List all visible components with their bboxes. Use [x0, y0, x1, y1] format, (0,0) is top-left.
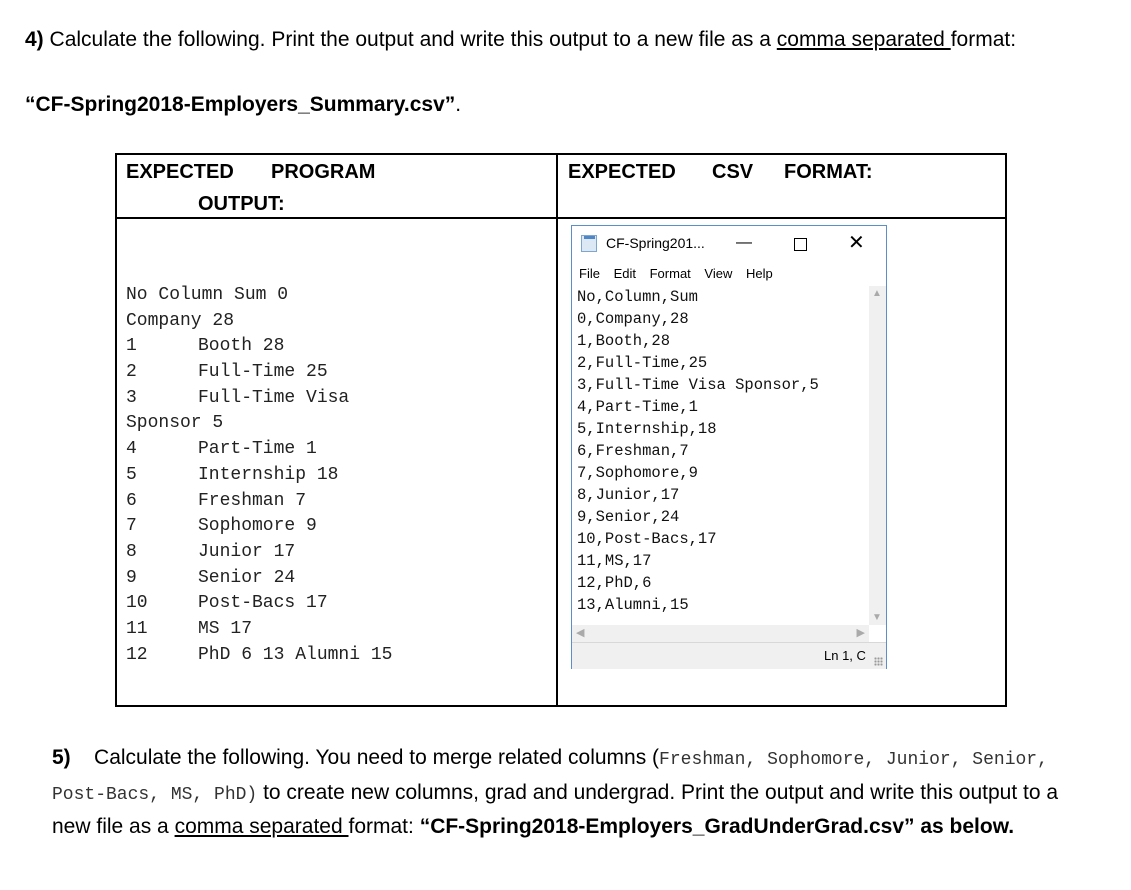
question-5-underlined: comma separated — [174, 815, 349, 838]
output-col-2: Part-Time 1 — [198, 439, 317, 460]
question-5-columns: Freshman, Sophomore, Junior, Senior, Post-Bacs, MS, PhD) — [52, 750, 1048, 805]
csv-line: 2,Full-Time,25 — [577, 354, 708, 372]
question-5-filename: “CF-Spring2018-Employers_GradUnderGrad.csv” — [419, 815, 915, 838]
output-col-1: 6 — [126, 490, 137, 511]
output-col-1: Sponsor 5 — [126, 413, 224, 434]
output-col-1: 1 — [126, 336, 137, 357]
output-col-2: PhD 6 13 Alumni 15 — [198, 644, 393, 665]
header-word-expected-csv: EXPECTED — [568, 161, 676, 183]
program-output-line — [126, 411, 288, 437]
output-col-1: 10 — [126, 593, 148, 614]
csv-line: 7,Sophomore,9 — [577, 464, 698, 482]
question-4-filename: “CF-Spring2018-Employers_Summary.csv” — [25, 93, 456, 116]
output-col-2: Post-Bacs 17 — [198, 593, 328, 614]
output-col-2: Sophomore 9 — [198, 516, 317, 537]
program-output-line — [126, 386, 350, 412]
vertical-scrollbar[interactable] — [869, 286, 886, 625]
question-5-number: 5) — [52, 746, 71, 769]
output-col-2: Booth 28 — [198, 336, 285, 357]
question-4-tail: format: — [950, 28, 1017, 51]
output-col-2: MS 17 — [198, 618, 253, 639]
minimize-button[interactable]: — — [736, 234, 752, 251]
question-5-text-2: to create new columns, grad and undergrad. Print the output and write this output to a new file as a — [52, 780, 1059, 838]
csv-line: 9,Senior,24 — [577, 508, 680, 526]
menu-help[interactable]: Help — [745, 266, 773, 281]
output-col-1: 5 — [126, 464, 137, 485]
program-output-cell — [116, 218, 557, 706]
menu-file[interactable]: File — [579, 266, 600, 281]
program-output-line — [126, 309, 288, 335]
output-col-2: Junior 17 — [198, 541, 296, 562]
header-word-program: PROGRAM — [271, 161, 376, 183]
output-col-1: 4 — [126, 439, 137, 460]
program-output-line — [126, 540, 296, 566]
csv-line: 0,Company,28 — [577, 310, 689, 328]
close-button[interactable]: ✕ — [848, 232, 865, 254]
program-output-line — [126, 617, 288, 643]
question-4-text: Calculate the following. Print the output and write this output to a new file as a — [43, 28, 777, 51]
notepad-status-bar — [572, 642, 886, 669]
question-4-heading — [25, 28, 1016, 52]
program-output-line — [126, 643, 393, 669]
scroll-up-icon[interactable]: ▲ — [872, 288, 882, 299]
output-col-2: Internship 18 — [198, 464, 339, 485]
csv-line: 3,Full-Time Visa Sponsor,5 — [577, 376, 819, 394]
scroll-left-icon[interactable]: ◀ — [576, 627, 585, 639]
output-col-1: 9 — [126, 567, 137, 588]
header-word-csv: CSV — [712, 161, 754, 183]
program-output-line — [126, 334, 288, 360]
output-col-2: Full-Time Visa — [198, 387, 350, 408]
output-col-1: 7 — [126, 516, 137, 537]
program-output-line — [126, 591, 328, 617]
resize-grip-icon[interactable] — [874, 657, 883, 666]
program-output-line — [126, 283, 288, 309]
question-5-paragraph — [52, 742, 1102, 843]
program-output-line — [126, 489, 307, 515]
menu-view[interactable]: View — [704, 266, 733, 281]
expected-output-table — [115, 153, 1007, 707]
program-output-line — [126, 566, 296, 592]
notepad-text-area[interactable] — [572, 286, 870, 625]
output-col-2: Senior 24 — [198, 567, 296, 588]
output-col-2: Full-Time 25 — [198, 362, 328, 383]
question-4-underlined: comma separated — [776, 28, 951, 51]
menu-edit[interactable]: Edit — [613, 266, 636, 281]
output-col-1: 8 — [126, 541, 137, 562]
notepad-title: CF-Spring201... — [606, 235, 705, 251]
csv-line: 1,Booth,28 — [577, 332, 671, 350]
cursor-position: Ln 1, C — [824, 648, 866, 663]
program-output-header — [116, 154, 557, 218]
csv-line: 10,Post-Bacs,17 — [577, 530, 717, 548]
horizontal-scrollbar[interactable] — [572, 625, 869, 642]
header-word-expected: EXPECTED — [126, 161, 234, 183]
program-output-line — [126, 463, 339, 489]
output-col-1: 11 — [126, 618, 148, 639]
scroll-down-icon[interactable]: ▼ — [872, 612, 882, 623]
csv-format-header — [557, 154, 1006, 218]
csv-line: 6,Freshman,7 — [577, 442, 689, 460]
csv-format-cell — [557, 218, 1006, 706]
menu-format[interactable]: Format — [649, 266, 691, 281]
header-word-output: OUTPUT: — [198, 193, 285, 215]
header-word-format: FORMAT: — [784, 161, 873, 183]
question-5-tail: as below. — [914, 815, 1015, 838]
program-output-listing — [126, 283, 393, 668]
notepad-title-bar[interactable] — [572, 226, 886, 262]
csv-line: 4,Part-Time,1 — [577, 398, 698, 416]
question-4-number: 4) — [25, 28, 44, 51]
notepad-icon — [581, 235, 597, 252]
output-col-1: 2 — [126, 362, 137, 383]
notepad-window — [571, 225, 887, 669]
question-4-period: . — [455, 93, 462, 116]
csv-line: 12,PhD,6 — [577, 574, 652, 592]
question-5-text-1: Calculate the following. You need to merge related columns ( — [94, 746, 660, 769]
output-col-1: Company 28 — [126, 310, 235, 331]
output-col-1: 3 — [126, 387, 137, 408]
output-col-1: No Column Sum 0 — [126, 285, 289, 305]
csv-line: 13,Alumni,15 — [577, 596, 689, 614]
program-output-line — [126, 360, 328, 386]
scroll-right-icon[interactable]: ▶ — [856, 627, 865, 639]
notepad-menu-bar — [579, 266, 783, 281]
output-col-1: 12 — [126, 644, 148, 665]
program-output-line — [126, 437, 317, 463]
question-5-text-3: format: — [348, 815, 420, 838]
program-output-line — [126, 514, 317, 540]
output-col-2: Freshman 7 — [198, 490, 307, 511]
csv-line: No,Column,Sum — [577, 288, 698, 306]
csv-line: 11,MS,17 — [577, 552, 652, 570]
question-4-filename-line — [25, 93, 461, 117]
maximize-button[interactable] — [794, 238, 807, 251]
csv-line: 5,Internship,18 — [577, 420, 717, 438]
csv-line: 8,Junior,17 — [577, 486, 680, 504]
